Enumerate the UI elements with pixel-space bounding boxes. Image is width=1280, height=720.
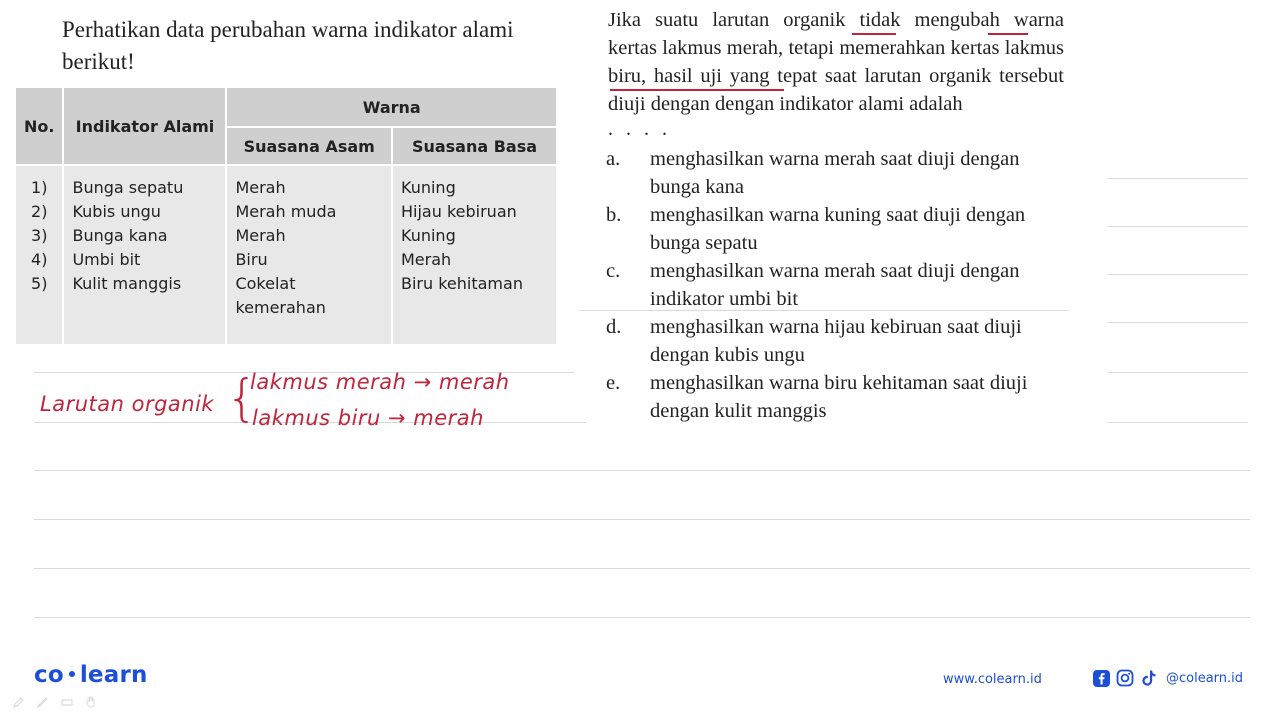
question-text: Jika suatu larutan organik tidak mengubah warna kertas lakmus merah, tetapi memerahkan kertas lakmus biru, hasil uji yang tepat saat larutan organik tersebut diuji dengan dengan indikator alami adalah [608, 9, 1064, 115]
row-1-indicator: Bunga sepatu [72, 178, 184, 197]
answer-options [606, 145, 1066, 425]
row-1-asam: Merah [235, 178, 286, 197]
tiktok-icon[interactable] [1140, 669, 1158, 687]
intro-text [62, 14, 562, 78]
annotation-underline [852, 33, 896, 35]
annotation-underline [988, 33, 1028, 35]
cell-indicator [63, 165, 226, 345]
row-5-no: 5) [31, 274, 48, 293]
pen-icon[interactable] [12, 694, 26, 708]
option-text: menghasilkan warna hijau kebiruan saat diuji dengan kubis ungu [650, 316, 1022, 366]
logo-dot [69, 671, 75, 677]
table-body [15, 165, 557, 345]
highlighter-icon[interactable] [36, 694, 50, 708]
option-text: menghasilkan warna merah saat diuji dengan bunga kana [650, 148, 1020, 198]
option-letter: c. [606, 260, 621, 282]
row-2-indicator: Kubis ungu [72, 202, 161, 221]
option-text: menghasilkan warna kuning saat diuji dengan bunga sepatu [650, 204, 1026, 254]
header-asam: Suasana Asam [226, 127, 392, 165]
ruled-line [34, 519, 1250, 520]
option-letter: b. [606, 204, 622, 226]
annotation-underline [610, 89, 784, 91]
brace-icon: { [226, 369, 258, 427]
hand-icon[interactable] [84, 694, 98, 708]
cell-asam [226, 165, 392, 345]
social-handle[interactable]: @colearn.id [1166, 670, 1244, 686]
option-e[interactable] [606, 369, 1066, 425]
option-text: menghasilkan warna biru kehitaman saat diuji dengan kulit manggis [650, 372, 1028, 422]
ruled-line [34, 617, 1250, 618]
ruled-line [34, 568, 1250, 569]
row-3-basa: Kuning [401, 226, 456, 245]
row-5-asam: Cokelat kemerahan [235, 274, 326, 317]
row-3-indicator: Bunga kana [72, 226, 168, 245]
header-warna: Warna [226, 87, 557, 127]
instagram-icon[interactable] [1116, 669, 1134, 687]
option-text: menghasilkan warna merah saat diuji dengan indikator umbi bit [650, 260, 1020, 310]
logo-co: co [34, 662, 64, 688]
indicator-table [14, 86, 558, 346]
option-d[interactable] [606, 313, 1066, 369]
row-4-asam: Biru [235, 250, 268, 269]
row-3-no: 3) [31, 226, 48, 245]
social-links [1092, 669, 1243, 687]
eraser-icon[interactable] [60, 694, 74, 708]
row-5-basa: Biru kehitaman [401, 274, 523, 293]
ruled-line [1108, 422, 1248, 423]
ruled-line [34, 470, 1250, 471]
cell-basa [392, 165, 557, 345]
footer-url[interactable]: www.colearn.id [943, 672, 1042, 687]
option-a[interactable] [606, 145, 1066, 201]
header-indicator: Indikator Alami [63, 87, 226, 165]
row-3-asam: Merah [235, 226, 286, 245]
drawing-toolbar [12, 694, 98, 708]
facebook-icon[interactable] [1092, 669, 1110, 687]
intro-line-2: berikut! [62, 49, 135, 74]
ruled-line [1108, 274, 1248, 275]
ruled-line [1108, 322, 1248, 323]
option-b[interactable] [606, 201, 1066, 257]
ruled-line [1108, 178, 1248, 179]
row-1-basa: Kuning [401, 178, 456, 197]
intro-line-1: Perhatikan data perubahan warna indikator alami [62, 17, 514, 42]
option-letter: a. [606, 148, 621, 170]
option-letter: e. [606, 372, 621, 394]
ruled-line [1108, 226, 1248, 227]
table-row [15, 165, 557, 345]
handwritten-line-1: lakmus merah → merah [250, 370, 510, 394]
row-4-no: 4) [31, 250, 48, 269]
handwritten-line-2: lakmus biru → merah [252, 406, 484, 430]
row-2-basa: Hijau kebiruan [401, 202, 517, 221]
header-basa: Suasana Basa [392, 127, 557, 165]
row-2-asam: Merah muda [235, 202, 337, 221]
header-no: No. [15, 87, 63, 165]
colearn-logo [34, 662, 148, 688]
option-c[interactable] [606, 257, 1066, 313]
ruled-line [1108, 372, 1248, 373]
handwritten-label: Larutan organik [40, 392, 215, 416]
question-dots: . . . . [608, 118, 671, 140]
row-1-no: 1) [31, 178, 48, 197]
option-letter: d. [606, 316, 622, 338]
row-4-basa: Merah [401, 250, 452, 269]
row-2-no: 2) [31, 202, 48, 221]
row-5-indicator: Kulit manggis [72, 274, 182, 293]
logo-learn: learn [79, 662, 148, 688]
cell-no [15, 165, 63, 345]
row-4-indicator: Umbi bit [72, 250, 141, 269]
